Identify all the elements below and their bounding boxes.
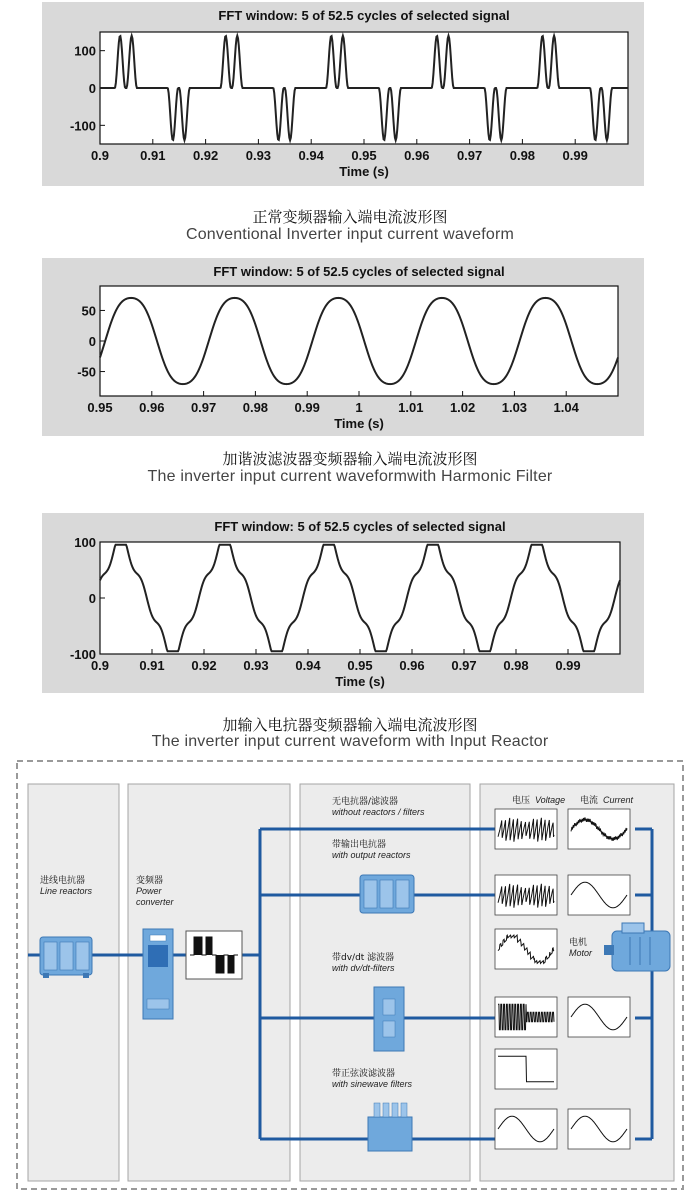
converter-label-en1: Power <box>136 886 162 896</box>
waveform-thumbnail <box>568 1109 630 1149</box>
line-reactor-icon <box>40 937 92 978</box>
option-sinewave-label-cn: 带正弦波滤波器 <box>332 1069 396 1079</box>
x-tick-label: 0.99 <box>562 148 588 163</box>
x-tick-label: 0.9 <box>90 148 110 163</box>
y-tick-label: -50 <box>77 364 96 380</box>
x-axis-label: Time (s) <box>335 674 385 689</box>
waveform-thumbnail <box>495 929 557 969</box>
x-tick-label: 0.92 <box>192 148 219 163</box>
option-dvdt-label-en: with dv/dt-filters <box>332 963 395 973</box>
caption-cn-2: 加谐波滤波器变频器输入端电流波形图 <box>222 450 478 468</box>
option-none-label-en: without reactors / filters <box>332 807 425 817</box>
section-line-reactors <box>28 784 119 1181</box>
x-tick-label: 0.93 <box>243 658 269 673</box>
y-tick-label: 0 <box>88 334 96 349</box>
option-sinewave-label-en: with sinewave filters <box>332 1079 413 1089</box>
x-tick-label: 0.97 <box>190 400 217 415</box>
waveform-thumbnail <box>495 875 557 915</box>
waveform-thumbnail <box>495 997 557 1037</box>
chart-panel-3 <box>42 513 644 693</box>
motor-label-cn: 电机 <box>569 938 588 948</box>
x-tick-label: 0.94 <box>295 658 321 673</box>
plot-area <box>100 286 618 396</box>
chart-panel-2 <box>42 258 644 436</box>
y-tick-label: -100 <box>69 118 96 134</box>
x-tick-label: 1.02 <box>449 400 476 415</box>
x-axis-label: Time (s) <box>334 416 384 431</box>
voltage-header-cn: 电压 <box>512 796 531 806</box>
output-reactor-icon <box>360 875 414 913</box>
x-tick-label: 0.95 <box>351 148 377 163</box>
x-tick-label: 0.95 <box>347 658 373 673</box>
x-tick-label: 0.92 <box>191 658 217 673</box>
converter-label-cn: 变频器 <box>136 876 164 886</box>
caption-en-1: Conventional Inverter input current waveform <box>185 226 515 243</box>
waveform-thumbnail <box>568 809 630 849</box>
chart-title: FFT window: 5 of 52.5 cycles of selected signal <box>218 8 510 23</box>
caption-en-3: The inverter input current waveform with Input Reactor <box>151 733 549 750</box>
y-tick-label: 100 <box>74 43 96 59</box>
option-none-label-cn: 无电抗器/滤波器 <box>332 797 399 807</box>
x-tick-label: 1 <box>355 400 363 415</box>
current-header-cn: 电流 <box>580 796 599 806</box>
chart-panel-1 <box>42 2 644 186</box>
y-tick-label: -100 <box>69 647 96 662</box>
converter-icon <box>143 929 173 1019</box>
waveform-thumbnail <box>495 809 557 849</box>
dvdt-filter-icon <box>374 987 404 1051</box>
caption-en-2: The inverter input current waveformwith Harmonic Filter <box>147 468 553 485</box>
x-tick-label: 0.9 <box>90 658 110 673</box>
caption-cn-3: 加输入电抗器变频器输入端电流波形图 <box>222 716 478 734</box>
y-tick-label: 50 <box>81 303 96 319</box>
x-tick-label: 0.97 <box>456 148 483 163</box>
chart-3 <box>42 513 644 693</box>
waveform-thumbnail <box>495 1109 557 1149</box>
option-dvdt-label-cn: 带dv/dt 滤波器 <box>332 953 395 963</box>
voltage-header-en: Voltage <box>535 795 566 805</box>
current-header-en: Current <box>603 795 634 805</box>
chart-2 <box>42 258 644 436</box>
drive-system-diagram <box>0 759 700 1199</box>
x-tick-label: 0.96 <box>404 148 430 163</box>
x-tick-label: 0.93 <box>245 148 272 163</box>
x-tick-label: 0.99 <box>294 400 320 415</box>
y-tick-label: 100 <box>74 535 96 550</box>
x-tick-label: 0.96 <box>399 658 425 673</box>
x-tick-label: 0.97 <box>451 658 477 673</box>
x-tick-label: 0.91 <box>139 658 165 673</box>
x-tick-label: 1.03 <box>501 400 528 415</box>
x-tick-label: 0.96 <box>139 400 165 415</box>
waveform-thumbnail <box>568 997 630 1037</box>
converter-label-en2: converter <box>136 897 174 907</box>
x-tick-label: 0.91 <box>140 148 166 163</box>
x-tick-label: 0.98 <box>242 400 269 415</box>
caption-cn-1: 正常变频器输入端电流波形图 <box>252 208 448 226</box>
x-tick-label: 0.95 <box>87 400 113 415</box>
chart-1 <box>42 2 644 186</box>
x-tick-label: 0.98 <box>503 658 529 673</box>
option-output-reactors-label-cn: 带输出电抗器 <box>332 840 387 850</box>
x-axis-label: Time (s) <box>339 164 389 179</box>
waveform-thumbnail <box>568 875 630 915</box>
x-tick-label: 0.99 <box>555 658 581 673</box>
x-tick-label: 1.04 <box>553 400 579 415</box>
x-tick-label: 0.98 <box>509 148 536 163</box>
plot-area <box>100 542 620 654</box>
chart-title: FFT window: 5 of 52.5 cycles of selected signal <box>214 519 506 534</box>
waveform-thumbnail <box>495 1049 557 1089</box>
x-tick-label: 0.94 <box>298 148 324 163</box>
y-tick-label: 0 <box>88 81 96 96</box>
option-output-reactors-label-en: with output reactors <box>332 850 411 860</box>
x-tick-label: 1.01 <box>398 400 424 415</box>
motor-label-en: Motor <box>569 948 593 958</box>
chart-title: FFT window: 5 of 52.5 cycles of selected signal <box>213 264 505 279</box>
line-reactors-label-en: Line reactors <box>40 886 93 896</box>
pwm-waveform-box <box>186 931 242 979</box>
line-reactors-label-cn: 进线电抗器 <box>40 876 86 886</box>
y-tick-label: 0 <box>88 591 96 606</box>
